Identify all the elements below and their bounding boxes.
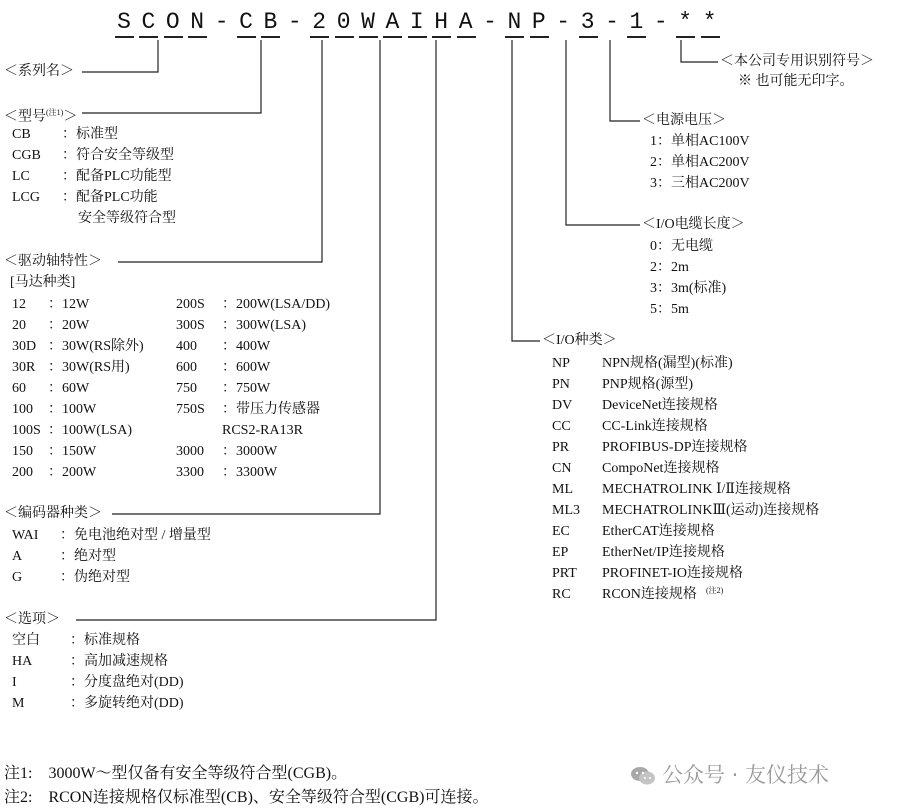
io-item-desc: PNP规格(源型) [602,377,694,392]
drive-item-desc: ：200W(LSA/DD) [222,297,331,312]
connector-cable [566,40,640,225]
code-char: 2 [312,9,327,35]
io-item-desc: EtherCAT连接规格 [602,524,715,539]
io-item-code: PRT [552,566,577,581]
cable-item: 5：5m [650,302,689,317]
io-item-code: RC [552,587,571,602]
code-char: 3 [580,9,595,35]
type-item-code: CB [12,127,31,142]
wechat-icon [630,766,656,786]
drive-item-code: 750 [176,381,197,396]
encoder-item-code: WAI [12,528,39,543]
code-char: W [361,9,375,35]
code-char: - [556,9,571,35]
io-item-desc: MECHATROLINKⅢ(运动)连接规格 [602,503,820,518]
code-char: O [165,9,180,35]
io-item-code: CC [552,419,571,434]
company-header: ＜本公司专用识别符号＞ [720,54,874,69]
option-item-desc: ：高加减速规格 [70,654,168,669]
watermark [630,762,829,788]
drive-item-code: 60 [12,381,26,396]
encoder-item-code: G [12,570,23,585]
type-item-desc: ：标准型 [62,127,118,142]
option-item-desc: ：标准规格 [70,633,140,648]
drive-item-desc: ：3300W [222,465,278,480]
connector-type [82,40,261,113]
drive-item-desc: ：150W [48,444,97,459]
drive-item-code: 750S [176,402,205,417]
cable-header: ＜I/O电缆长度＞ [642,217,745,232]
drive-item-code: 20 [12,318,26,333]
type-item-desc: ：配备PLC功能 [62,190,158,205]
drive-item-desc: ：30W(RS除外) [48,339,144,354]
code-char: A [458,9,473,35]
code-char: * [678,9,693,35]
connector-company [681,40,718,62]
io-item-code: ML [552,482,573,497]
code-char: C [141,9,156,35]
code-char: S [117,9,131,35]
power-item: 3：三相AC200V [650,176,750,191]
io-rc-note-ref: (注2) [706,586,724,595]
cable-item: 3：3m(标准) [650,281,727,296]
code-char: I [409,9,424,35]
code-char: - [483,9,497,35]
company-note: ※ 也可能无印字。 [738,74,854,89]
encoder-item-desc: ：绝对型 [60,549,116,564]
series-header: ＜系列名＞ [4,64,74,79]
encoder-item-desc: ：免电池绝对型 / 增量型 [60,528,211,543]
io-item-desc: PROFINET-IO连接规格 [602,566,744,581]
type-item-desc: 安全等级符合型 [78,211,176,226]
encoder-item-desc: ：伪绝对型 [60,570,130,585]
io-header: ＜I/O种类＞ [542,333,617,348]
type-note-ref: (注1) [46,108,64,117]
drive-item-code: 300S [176,318,205,333]
cable-item: 0：无电缆 [650,239,713,254]
code-char: - [287,9,302,35]
drive-item-code: 3300 [176,465,204,480]
type-header-end: ＞ [63,109,78,125]
io-item-code: EC [552,524,570,539]
drive-item-desc: ：30W(RS用) [48,360,130,375]
drive-item-desc: ：100W(LSA) [48,423,132,438]
drive-item-code: 150 [12,444,33,459]
io-item-code: CN [552,461,572,476]
code-char: - [605,9,619,35]
option-item-desc: ：多旋转绝对(DD) [70,696,184,711]
drive-item-code: 100 [12,402,33,417]
option-item-code: I [12,675,17,690]
type-header [4,104,77,127]
power-item: 1：单相AC100V [650,134,750,149]
note-2: 注2: RCON连接规格仅标准型(CB)、安全等级符合型(CGB)可连接。 [4,789,489,806]
option-item-code: 空白 [12,633,40,648]
type-item-code: CGB [12,148,41,163]
io-item-code: EP [552,545,569,560]
io-item-desc: CC-Link连接规格 [602,419,708,434]
drive-item-desc: ：400W [222,339,271,354]
code-char: H [434,9,449,35]
drive-item-desc: ：12W [48,297,90,312]
options-header: ＜选项＞ [4,612,60,627]
option-item-code: HA [12,654,33,669]
io-item-code: DV [552,398,573,413]
code-char: * [702,9,717,35]
drive-subheader: [马达种类] [10,275,76,290]
io-item-desc: CompoNet连接规格 [602,461,720,476]
io-item-code: PN [552,377,570,392]
option-item-desc: ：分度盘绝对(DD) [70,675,184,690]
drive-item-code: 600 [176,360,197,375]
io-item-code: ML3 [552,503,580,518]
drive-item-code: 400 [176,339,197,354]
type-header-label: ＜型号 [4,109,46,125]
io-item-desc: PROFIBUS-DP连接规格 [602,440,748,455]
drive-item-desc: ：200W [48,465,97,480]
code-char: - [214,9,229,35]
code-char: - [653,9,668,35]
type-item-code: LC [12,169,30,184]
drive-item-desc: ：750W [222,381,271,396]
code-char: P [531,9,546,35]
connector-io [512,40,540,341]
io-item-code: NP [552,356,570,371]
connector-series [82,40,158,72]
drive-item-desc: ：60W [48,381,90,396]
drive-item-code: 200 [12,465,33,480]
io-item-desc: NPN规格(漏型)(标准) [602,356,733,371]
code-char: B [263,9,278,35]
type-item-desc: ：符合安全等级型 [62,148,174,163]
power-item: 2：单相AC200V [650,155,750,170]
note-1: 注1: 3000W～型仅备有安全等级符合型(CGB)。 [4,765,348,782]
code-char: C [239,9,253,35]
io-item-desc: RCON连接规格 [602,587,697,602]
type-item-code: LCG [12,190,40,205]
drive-header: ＜驱动轴特性＞ [4,254,102,269]
drive-item-code: 3000 [176,444,204,459]
drive-item-code: 30D [12,339,37,354]
drive-item-desc: ：600W [222,360,271,375]
code-char: A [385,9,400,35]
drive-item-desc: ：100W [48,402,97,417]
io-item-desc: MECHATROLINK Ⅰ/Ⅱ连接规格 [602,482,791,497]
io-item-desc: DeviceNet连接规格 [602,398,718,413]
encoder-header: ＜编码器种类＞ [4,506,102,521]
drive-item-code: 12 [12,297,26,312]
drive-item-desc: ：3000W [222,444,278,459]
drive-item-desc: ：300W(LSA) [222,318,306,333]
option-item-code: M [12,696,25,711]
drive-item-desc: RCS2-RA13R [222,423,303,438]
code-char: 0 [336,9,351,35]
drive-item-desc: ：20W [48,318,90,333]
code-char: 1 [629,9,644,35]
power-header: ＜电源电压＞ [642,113,726,128]
type-item-desc: ：配备PLC功能型 [62,169,172,184]
drive-item-code: 100S [12,423,41,438]
cable-item: 2：2m [650,260,689,275]
encoder-item-code: A [12,549,23,564]
drive-item-desc: ：带压力传感器 [222,402,320,417]
drive-item-code: 200S [176,297,205,312]
io-item-code: PR [552,440,570,455]
connector-power [610,40,640,121]
io-item-desc: EtherNet/IP连接规格 [602,545,725,560]
code-char: N [190,9,205,35]
code-char: N [507,9,522,35]
drive-item-code: 30R [12,360,36,375]
watermark-text: 公众号 · 友仪技术 [662,763,830,787]
